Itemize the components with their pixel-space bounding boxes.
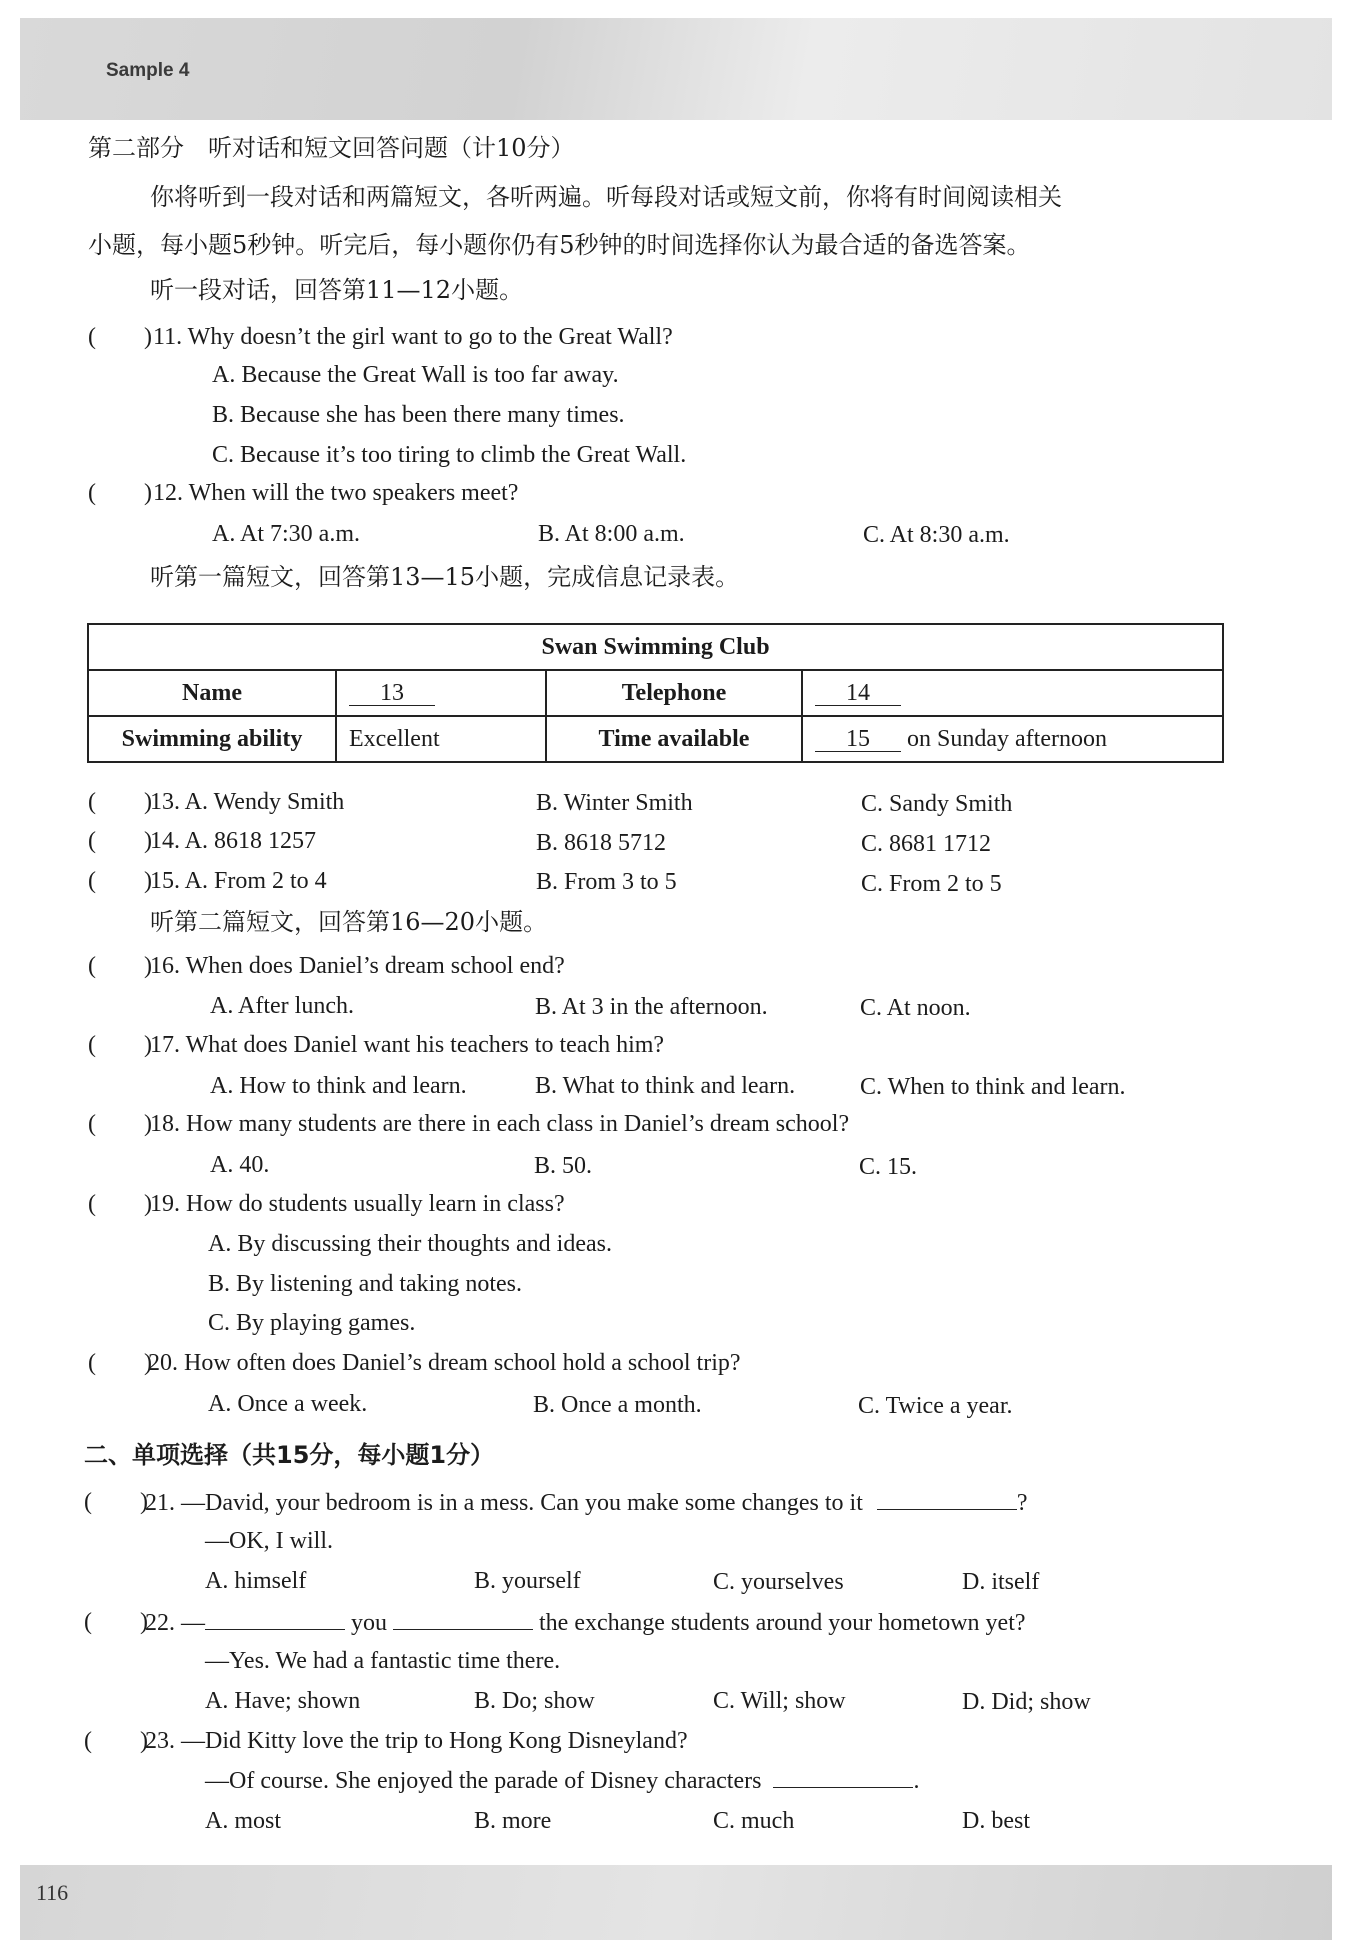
answer-paren-21[interactable]: ( ) [84,1489,148,1515]
q22-option-c: C. Will; show [713,1688,846,1714]
answer-paren-13[interactable]: ( ) [88,789,152,815]
time-suffix: on Sunday afternoon [907,725,1107,752]
q13-option-c: C. Sandy Smith [861,791,1013,817]
header-band [20,18,1332,120]
q11-option-b: B. Because she has been there many times. [212,402,625,428]
answer-paren-18[interactable]: ( ) [88,1111,152,1137]
passage1-intro: 听第一篇短文，回答第13—15小题，完成信息记录表。 [150,563,740,591]
q21-stem-end: ? [1016,1490,1028,1516]
question-15: 15. A. From 2 to 4 [150,868,327,894]
answer-paren-11[interactable]: ( ) [88,324,152,350]
answer-paren-15[interactable]: ( ) [88,868,152,894]
question-16: 16. When does Daniel’s dream school end? [150,953,565,979]
ability-value: Excellent [336,716,546,762]
question-21 [145,1487,1028,1518]
q21-option-b: B. yourself [474,1568,581,1594]
q23-option-a: A. most [205,1808,282,1834]
q19-option-c: C. By playing games. [208,1310,416,1336]
question-12: 12. When will the two speakers meet? [153,480,519,506]
time-label: Time available [546,716,802,762]
q21-reply: —OK, I will. [205,1528,333,1554]
q23-blank[interactable] [773,1765,913,1788]
q22-blank-2[interactable] [393,1607,533,1630]
q22-reply: —Yes. We had a fantastic time there. [205,1648,561,1674]
q15-option-b: B. From 3 to 5 [536,869,677,895]
q20-option-c: C. Twice a year. [858,1393,1013,1419]
swimming-club-table [87,623,1224,763]
q23-option-c: C. much [713,1808,795,1834]
q18-option-c: C. 15. [859,1154,918,1180]
section2-title: 二、单项选择（共15分，每小题1分） [84,1441,495,1469]
footer-band [20,1865,1332,1940]
part2-title: 第二部分 听对话和短文回答问题（计10分） [88,134,575,162]
table-caption: Swan Swimming Club [88,624,1223,670]
question-20: 20. How often does Daniel’s dream school hold a school trip? [148,1350,741,1376]
name-blank[interactable]: 13 [349,681,435,706]
q17-option-c: C. When to think and learn. [860,1074,1126,1100]
q22-stem-mid: you [351,1610,387,1636]
q22-blank-1[interactable] [205,1607,345,1630]
q12-option-a: A. At 7:30 a.m. [212,521,360,547]
answer-paren-17[interactable]: ( ) [88,1032,152,1058]
q23-option-d: D. best [962,1808,1030,1834]
name-label: Name [88,670,336,716]
q12-option-c: C. At 8:30 a.m. [863,522,1010,548]
q22-option-a: A. Have; shown [205,1688,361,1714]
q21-stem: 21. —David, your bedroom is in a mess. Can you make some changes to it [145,1490,863,1516]
q11-option-c: C. Because it’s too tiring to climb the Great Wall. [212,442,687,468]
question-19: 19. How do students usually learn in class? [150,1191,565,1217]
q18-option-b: B. 50. [534,1153,593,1179]
passage2-intro: 听第二篇短文，回答第16—20小题。 [150,908,548,936]
q18-option-a: A. 40. [210,1152,270,1178]
q21-option-a: A. himself [205,1568,307,1594]
q15-option-c: C. From 2 to 5 [861,871,1002,897]
telephone-cell [802,670,1223,716]
telephone-blank[interactable]: 14 [815,681,901,706]
q17-option-b: B. What to think and learn. [535,1073,796,1099]
q14-option-b: B. 8618 5712 [536,830,667,856]
q19-option-a: A. By discussing their thoughts and ideas. [208,1231,612,1257]
answer-paren-23[interactable]: ( ) [84,1728,148,1754]
q16-option-a: A. After lunch. [210,993,354,1019]
name-cell [336,670,546,716]
instructions-line1: 你将听到一段对话和两篇短文，各听两遍。听每段对话或短文前，你将有时间阅读相关 [150,183,1062,211]
q12-option-b: B. At 8:00 a.m. [538,521,685,547]
q22-option-b: B. Do; show [474,1688,595,1714]
q23-reply-line [205,1765,919,1796]
time-cell [802,716,1223,762]
answer-paren-14[interactable]: ( ) [88,828,152,854]
answer-paren-16[interactable]: ( ) [88,953,152,979]
dialogue-intro: 听一段对话，回答第11—12小题。 [150,276,524,304]
question-13: 13. A. Wendy Smith [150,789,345,815]
q20-option-a: A. Once a week. [208,1391,368,1417]
question-23: 23. —Did Kitty love the trip to Hong Kong Disneyland? [145,1728,688,1754]
q16-option-c: C. At noon. [860,995,971,1021]
q14-option-c: C. 8681 1712 [861,831,992,857]
q21-option-d: D. itself [962,1569,1040,1595]
q16-option-b: B. At 3 in the afternoon. [535,994,768,1020]
question-17: 17. What does Daniel want his teachers to teach him? [150,1032,665,1058]
question-14: 14. A. 8618 1257 [150,828,317,854]
question-18: 18. How many students are there in each class in Daniel’s dream school? [150,1111,850,1137]
q23-option-b: B. more [474,1808,552,1834]
telephone-label: Telephone [546,670,802,716]
ability-label: Swimming ability [88,716,336,762]
q22-stem-end: the exchange students around your hometown yet? [539,1610,1026,1636]
answer-paren-22[interactable]: ( ) [84,1609,148,1635]
q21-option-c: C. yourselves [713,1569,844,1595]
page-number: 116 [36,1880,69,1905]
q19-option-b: B. By listening and taking notes. [208,1271,522,1297]
q22-stem-start: 22. — [145,1610,205,1636]
instructions-line2: 小题，每小题5秒钟。听完后，每小题你仍有5秒钟的时间选择你认为最合适的备选答案。 [88,231,1031,259]
q11-option-a: A. Because the Great Wall is too far away. [212,362,619,388]
answer-paren-20[interactable]: ( ) [88,1350,152,1376]
q21-blank[interactable] [877,1487,1017,1510]
sample-label: Sample 4 [106,60,190,81]
q13-option-b: B. Winter Smith [536,790,693,816]
q17-option-a: A. How to think and learn. [210,1073,467,1099]
answer-paren-12[interactable]: ( ) [88,480,152,506]
time-blank[interactable]: 15 [815,727,901,752]
q23-reply: —Of course. She enjoyed the parade of Disney characters [205,1768,762,1794]
answer-paren-19[interactable]: ( ) [88,1191,152,1217]
q22-option-d: D. Did; show [962,1689,1091,1715]
question-11: 11. Why doesn’t the girl want to go to the Great Wall? [153,324,673,350]
q20-option-b: B. Once a month. [533,1392,702,1418]
question-22 [145,1607,1026,1638]
q23-reply-end: . [913,1768,920,1794]
